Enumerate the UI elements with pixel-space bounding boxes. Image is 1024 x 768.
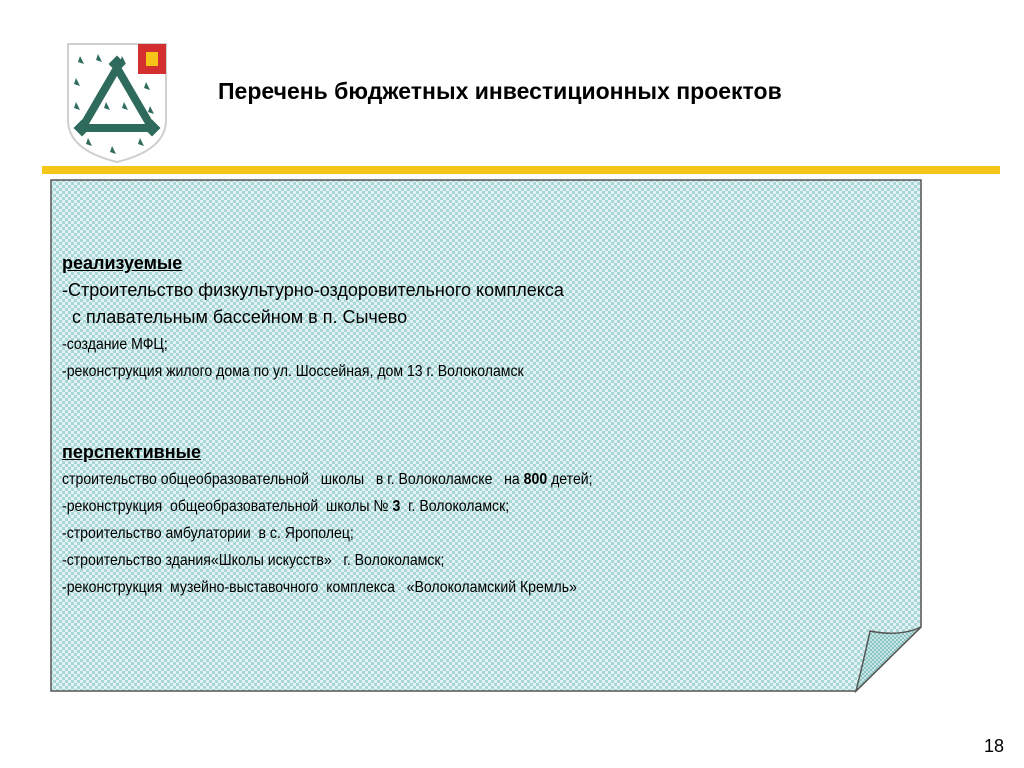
projects-list — [62, 250, 882, 601]
list-item-text: строительство общеобразовательной школы в г. Волоколамске на — [62, 471, 524, 488]
list-item-text: г. Волоколамск; — [400, 498, 510, 515]
section-heading-current: реализуемые — [62, 253, 183, 273]
list-item — [62, 493, 784, 520]
list-item: -создание МФЦ; — [62, 336, 168, 353]
list-item: -Строительство физкультурно-оздоровительного комплекса — [62, 280, 564, 300]
coat-of-arms-icon — [66, 42, 168, 164]
list-item-text: -реконструкция общеобразовательной школы № — [62, 498, 393, 515]
list-item: -строительство амбулатории в с. Ярополец; — [62, 525, 354, 542]
title-underline — [42, 166, 1000, 174]
page-number: 18 — [983, 736, 1004, 756]
section-heading-planned: перспективные — [62, 442, 201, 462]
list-item-number: 800 — [523, 471, 548, 488]
coat-of-arms — [66, 42, 168, 164]
list-item: -реконструкция музейно-выставочного комплекса «Волоколамский Кремль» — [62, 579, 577, 596]
list-item-text: детей; — [547, 471, 593, 488]
list-item-number: 3 — [392, 498, 401, 515]
list-item: с плавательным бассейном в п. Сычево — [62, 307, 408, 327]
list-item: -строительство здания«Школы искусств» г. Волоколамск; — [62, 552, 445, 569]
list-item: -реконструкция жилого дома по ул. Шоссейная, дом 13 г. Волоколамск — [62, 363, 524, 380]
page-title: Перечень бюджетных инвестиционных проектов — [218, 78, 782, 104]
list-item — [62, 466, 784, 493]
